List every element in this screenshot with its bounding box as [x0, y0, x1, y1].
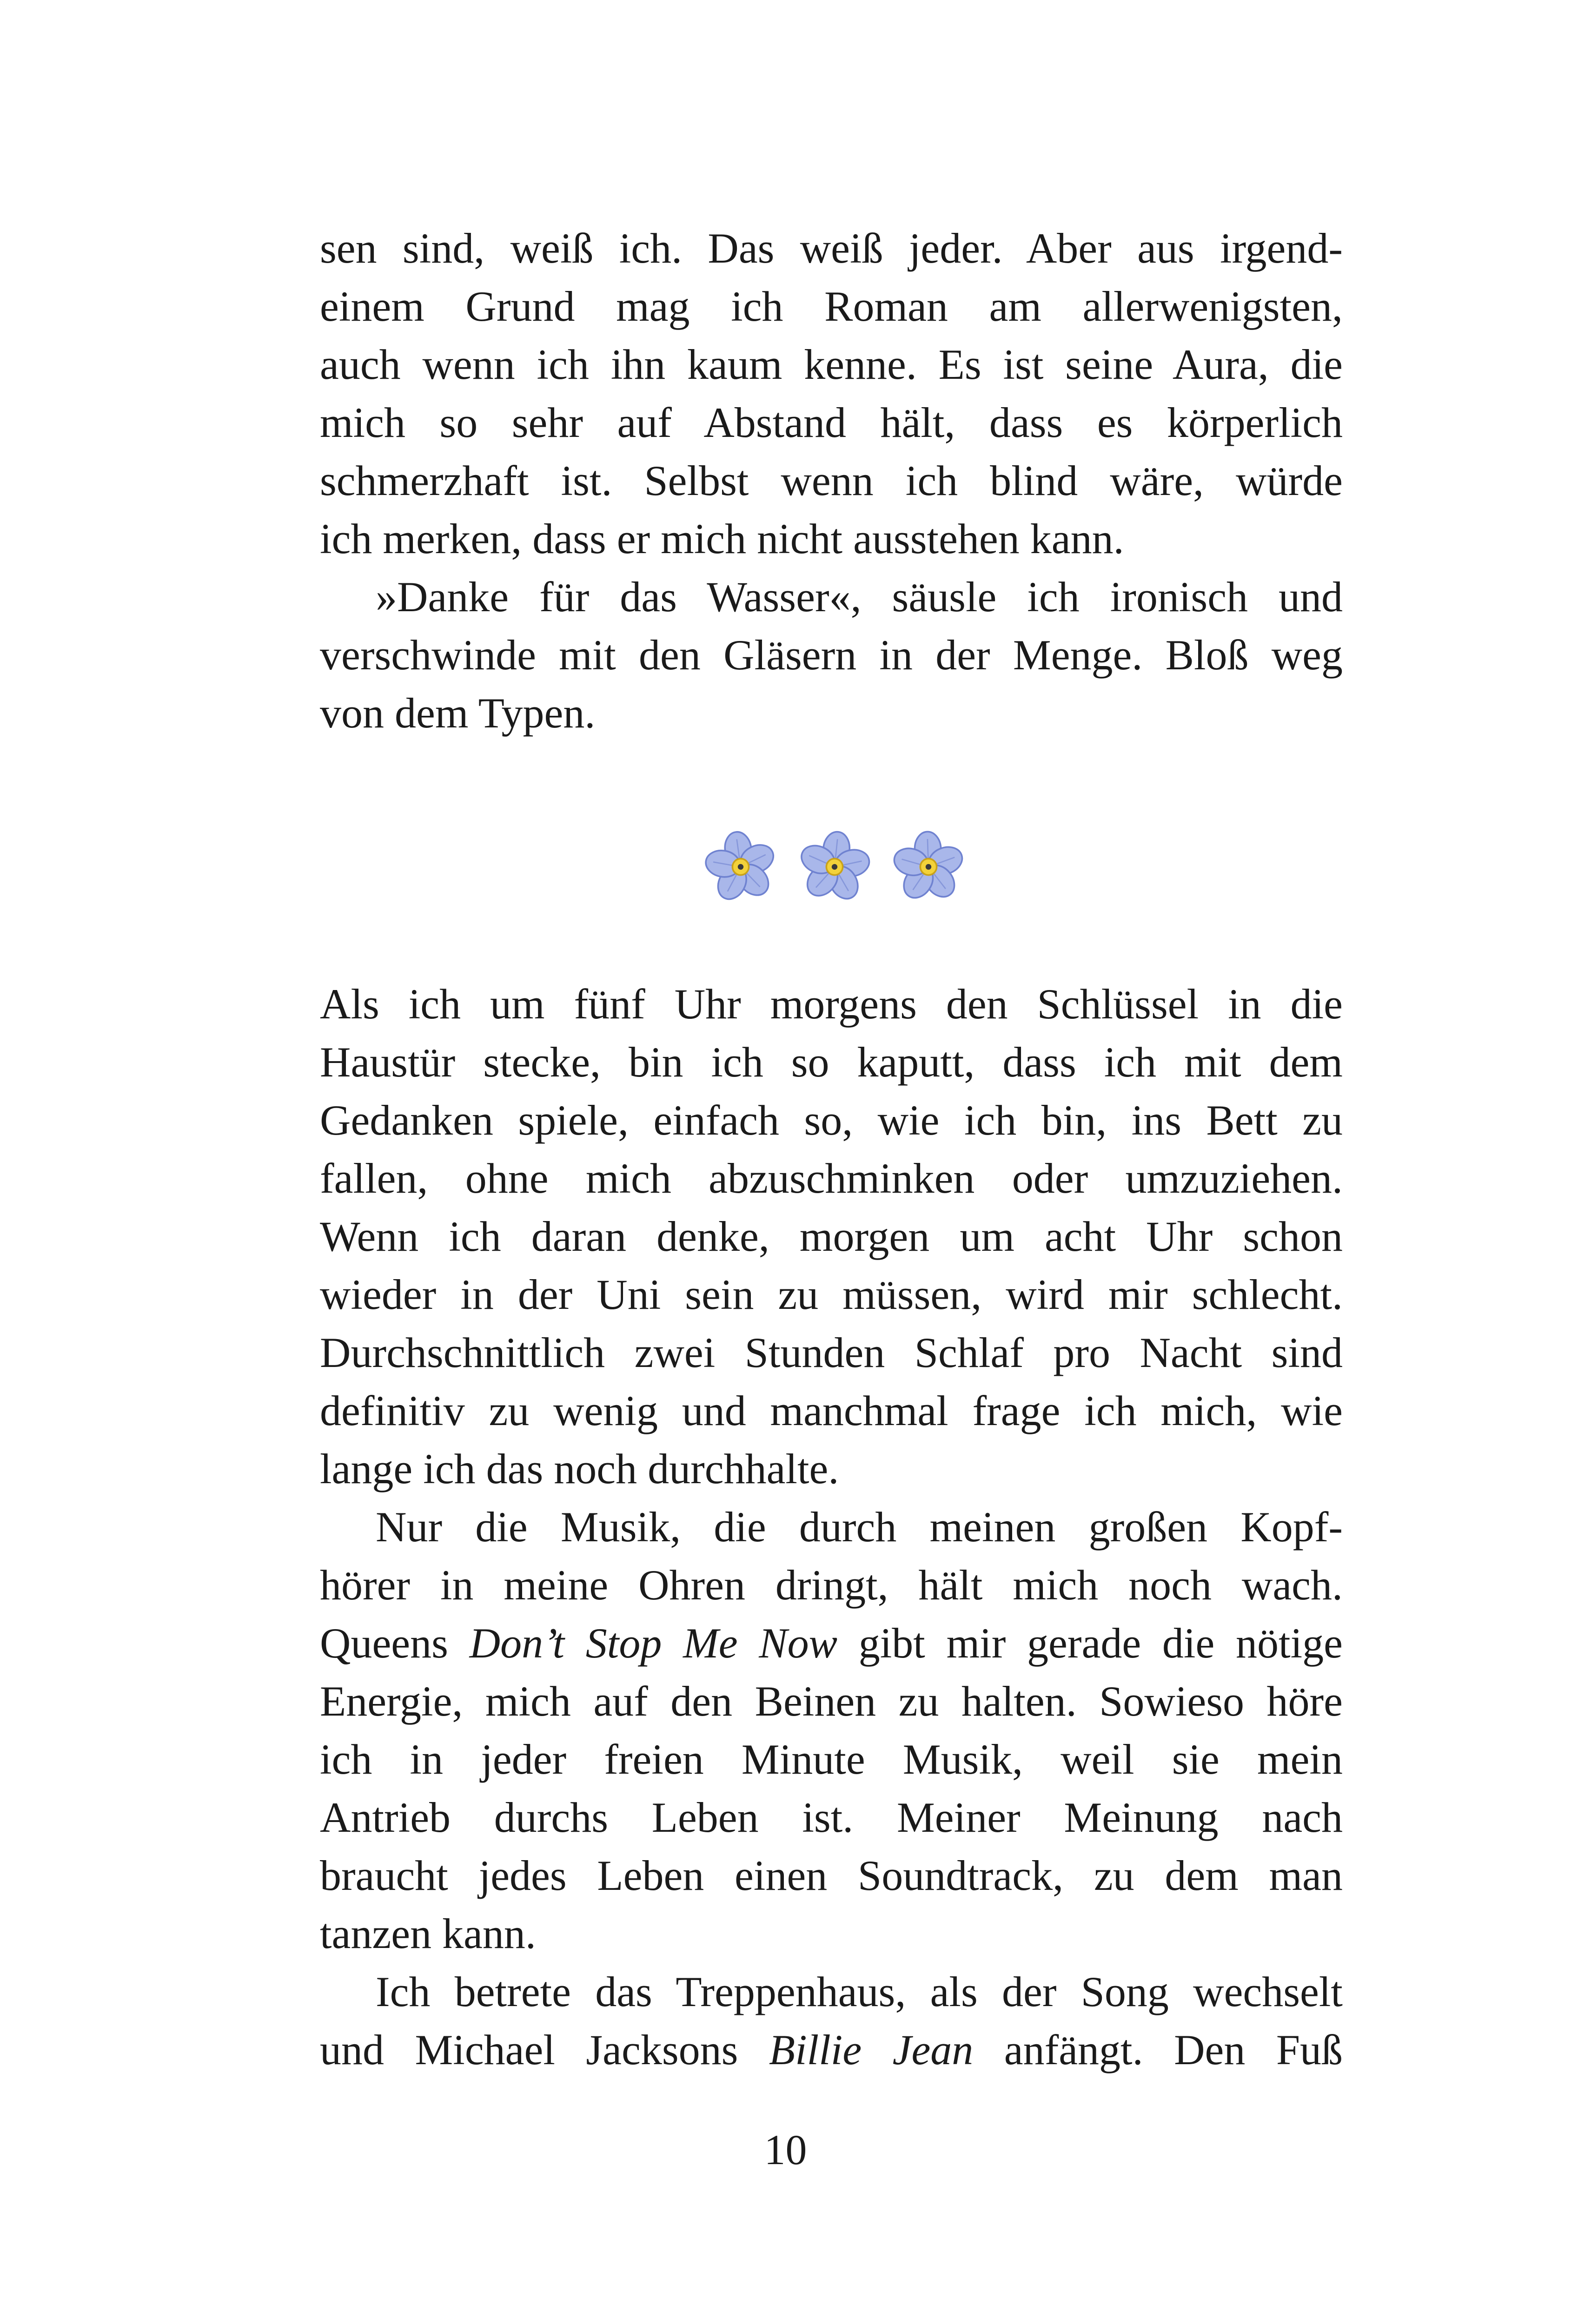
- text-line: Energie, mich auf den Beinen zu halten. Sowieso höre: [320, 1677, 1343, 1725]
- text-line: auch wenn ich ihn kaum kenne. Es ist seine Aura, die: [320, 341, 1343, 388]
- paragraph: [320, 975, 1343, 1498]
- text-line: einem Grund mag ich Roman am allerwenigsten,: [320, 283, 1343, 330]
- text-line: Durchschnittlich zwei Stunden Schlaf pro Nacht sind: [320, 1329, 1343, 1376]
- text-line: Haustür stecke, bin ich so kaputt, dass ich mit dem: [320, 1038, 1343, 1086]
- paragraph: [320, 1498, 1343, 1963]
- text-line: mich so sehr auf Abstand hält, dass es körperlich: [320, 399, 1343, 446]
- text-block-bottom: [320, 975, 1343, 2079]
- text-run: gibt mir gerade die nötige: [837, 1619, 1343, 1667]
- paragraph: [320, 1963, 1343, 2079]
- text-line: Wenn ich daran denke, morgen um acht Uhr schon: [320, 1213, 1343, 1260]
- text-line: [320, 1614, 1343, 1672]
- text-line: ich merken, dass er mich nicht ausstehen kann.: [320, 515, 1124, 562]
- text-block-top: [320, 219, 1343, 742]
- text-line: Nur die Musik, die durch meinen großen Kopf-: [376, 1503, 1343, 1551]
- text-line: Gedanken spiele, einfach so, wie ich bin, ins Bett zu: [320, 1096, 1343, 1144]
- song-title: Don’t Stop Me Now: [469, 1619, 838, 1667]
- forget-me-not-flower-icon: [888, 826, 969, 908]
- text-line: lange ich das noch durchhalte.: [320, 1445, 839, 1492]
- text-run: und Michael Jacksons: [320, 2026, 769, 2073]
- page-number: 10: [764, 2126, 807, 2173]
- text-line: verschwinde mit den Gläsern in der Menge. Bloß weg: [320, 631, 1343, 679]
- text-line: braucht jedes Leben einen Soundtrack, zu dem man: [320, 1852, 1343, 1899]
- forget-me-not-flower-icon: [700, 826, 782, 908]
- paragraph: [320, 219, 1343, 568]
- text-line: definitiv zu wenig und manchmal frage ich mich, wie: [320, 1387, 1343, 1434]
- text-line: von dem Typen.: [320, 689, 596, 737]
- text-line: »Danke für das Wasser«, säusle ich ironisch und: [376, 573, 1343, 621]
- text-line: tanzen kann.: [320, 1910, 536, 1957]
- text-run: Queens: [320, 1619, 470, 1667]
- text-line: hörer in meine Ohren dringt, hält mich noch wach.: [320, 1561, 1343, 1609]
- section-break-ornament: [700, 825, 969, 909]
- text-line: schmerzhaft ist. Selbst wenn ich blind wäre, würde: [320, 457, 1343, 504]
- text-line: Als ich um fünf Uhr morgens den Schlüssel in die: [320, 980, 1343, 1028]
- text-line: Ich betrete das Treppenhaus, als der Song wechselt: [376, 1968, 1343, 2015]
- text-line: [320, 2021, 1343, 2079]
- text-run: anfängt. Den Fuß: [973, 2026, 1343, 2073]
- text-line: fallen, ohne mich abzuschminken oder umzuziehen.: [320, 1155, 1343, 1202]
- paragraph: [320, 568, 1343, 742]
- text-line: wieder in der Uni sein zu müssen, wird mir schlecht.: [320, 1271, 1343, 1318]
- song-title: Billie Jean: [769, 2026, 974, 2073]
- text-line: sen sind, weiß ich. Das weiß jeder. Aber aus irgend-: [320, 224, 1343, 272]
- forget-me-not-flower-icon: [794, 826, 875, 908]
- text-line: ich in jeder freien Minute Musik, weil sie mein: [320, 1736, 1343, 1783]
- text-line: Antrieb durchs Leben ist. Meiner Meinung nach: [320, 1794, 1343, 1841]
